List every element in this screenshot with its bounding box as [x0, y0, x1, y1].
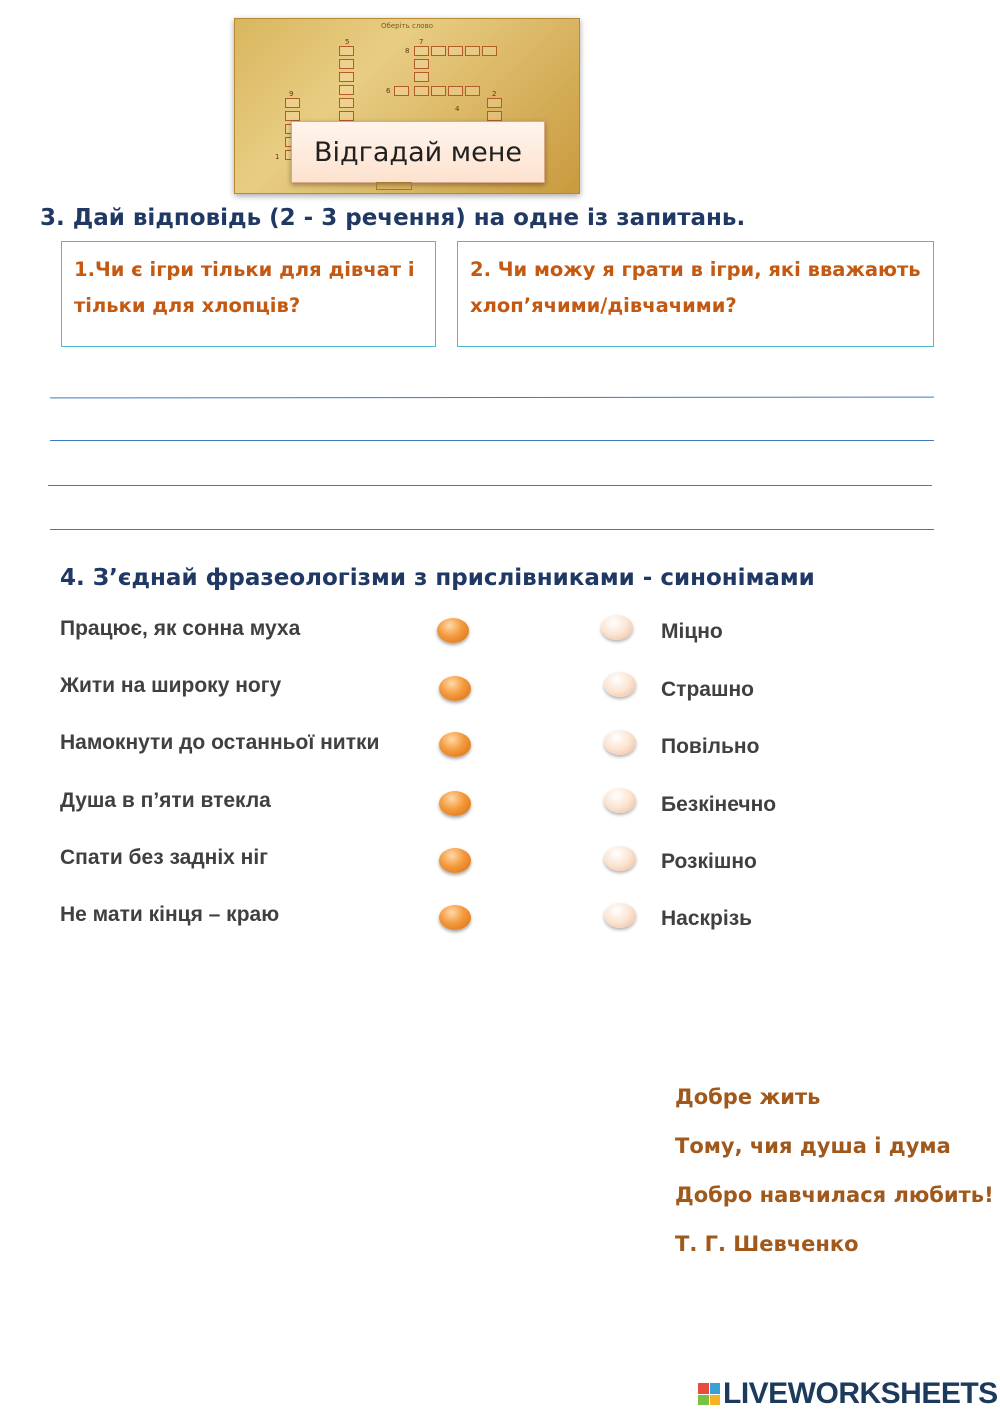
phrase-item: Не мати кінця – краю	[60, 903, 280, 926]
crossword-cell[interactable]	[339, 46, 354, 56]
match-dot-left[interactable]	[439, 732, 471, 757]
match-dot-right[interactable]	[604, 903, 636, 928]
adverb-item: Наскрізь	[661, 907, 753, 930]
poem-line: Тому, чия душа і дума	[675, 1134, 951, 1158]
section3-heading: 3. Дай відповідь (2 - 3 речення) на одне із запитань.	[40, 205, 746, 231]
crossword-cell[interactable]	[339, 111, 354, 121]
crossword-cell[interactable]	[339, 98, 354, 108]
question-2-text: 2. Чи можу я грати в ігри, які вважають хлоп’ячими/дівчачими?	[470, 258, 921, 317]
crossword-cell[interactable]	[414, 59, 429, 69]
crossword-cell[interactable]	[487, 98, 502, 108]
answer-line-1[interactable]	[50, 397, 934, 399]
section4-heading: 4. З’єднай фразеологізми з прислівниками - синонімами	[60, 565, 815, 591]
poem-author: Т. Г. Шевченко	[675, 1232, 859, 1256]
logo-icon	[698, 1383, 720, 1405]
crossword-cell[interactable]	[465, 86, 480, 96]
match-dot-right[interactable]	[604, 730, 636, 755]
crossword-cell[interactable]	[448, 46, 463, 56]
adverb-item: Розкішно	[661, 850, 757, 873]
crossword-number: 8	[405, 47, 410, 55]
crossword-cell[interactable]	[394, 86, 409, 96]
adverb-item: Страшно	[661, 678, 754, 701]
logo-text: LIVEWORKSHEETS	[723, 1377, 998, 1410]
phrase-item: Душа в п’яти втекла	[60, 789, 271, 812]
crossword-number: 6	[386, 87, 391, 95]
crossword-banner[interactable]	[234, 18, 580, 194]
crossword-cell[interactable]	[285, 98, 300, 108]
crossword-number: 2	[492, 90, 497, 98]
banner-title-card[interactable]: Відгадай мене	[291, 121, 545, 183]
answer-line-4[interactable]	[50, 529, 934, 530]
crossword-cell[interactable]	[414, 86, 429, 96]
crossword-cell[interactable]	[339, 59, 354, 69]
answer-line-3[interactable]	[48, 485, 932, 486]
answer-line-2[interactable]	[50, 440, 934, 441]
adverb-item: Безкінечно	[661, 793, 777, 816]
crossword-number: 4	[455, 105, 460, 113]
match-dot-right[interactable]	[604, 788, 636, 813]
match-dot-left[interactable]	[439, 905, 471, 930]
match-dot-left[interactable]	[439, 848, 471, 873]
crossword-cell[interactable]	[487, 111, 502, 121]
crossword-cell[interactable]	[431, 46, 446, 56]
match-dot-left[interactable]	[439, 676, 471, 701]
match-dot-right[interactable]	[604, 672, 636, 697]
banner-bottom-button[interactable]	[376, 182, 412, 190]
crossword-number: 9	[289, 90, 294, 98]
poem-line: Добре жить	[675, 1085, 821, 1109]
match-dot-left[interactable]	[437, 618, 469, 643]
liveworksheets-logo	[698, 1377, 998, 1411]
crossword-cell[interactable]	[431, 86, 446, 96]
crossword-cell[interactable]	[339, 72, 354, 82]
adverb-item: Повільно	[661, 735, 760, 758]
poem-line: Добро навчилася любить!	[675, 1183, 994, 1207]
crossword-cell[interactable]	[414, 72, 429, 82]
question-1-text: 1.Чи є ігри тільки для дівчат і тільки для хлопців?	[74, 258, 415, 317]
crossword-cell[interactable]	[465, 46, 480, 56]
phrase-item: Спати без задніх ніг	[60, 846, 268, 869]
match-dot-right[interactable]	[601, 615, 633, 640]
phrase-item: Працює, як сонна муха	[60, 617, 301, 640]
adverb-item: Міцно	[661, 620, 723, 643]
banner-caption: Оберіть слово	[381, 22, 433, 30]
crossword-number: 5	[345, 38, 350, 46]
crossword-cell[interactable]	[285, 111, 300, 121]
question-box-2	[457, 241, 934, 347]
crossword-cell[interactable]	[339, 85, 354, 95]
match-dot-right[interactable]	[604, 846, 636, 871]
crossword-cell[interactable]	[482, 46, 497, 56]
crossword-number: 1	[275, 153, 280, 161]
question-box-1	[61, 241, 436, 347]
phrase-item: Жити на широку ногу	[60, 674, 282, 697]
phrase-item: Намокнути до останньої нитки	[60, 731, 380, 754]
match-dot-left[interactable]	[439, 791, 471, 816]
crossword-number: 7	[419, 38, 424, 46]
crossword-cell[interactable]	[414, 46, 429, 56]
crossword-cell[interactable]	[448, 86, 463, 96]
